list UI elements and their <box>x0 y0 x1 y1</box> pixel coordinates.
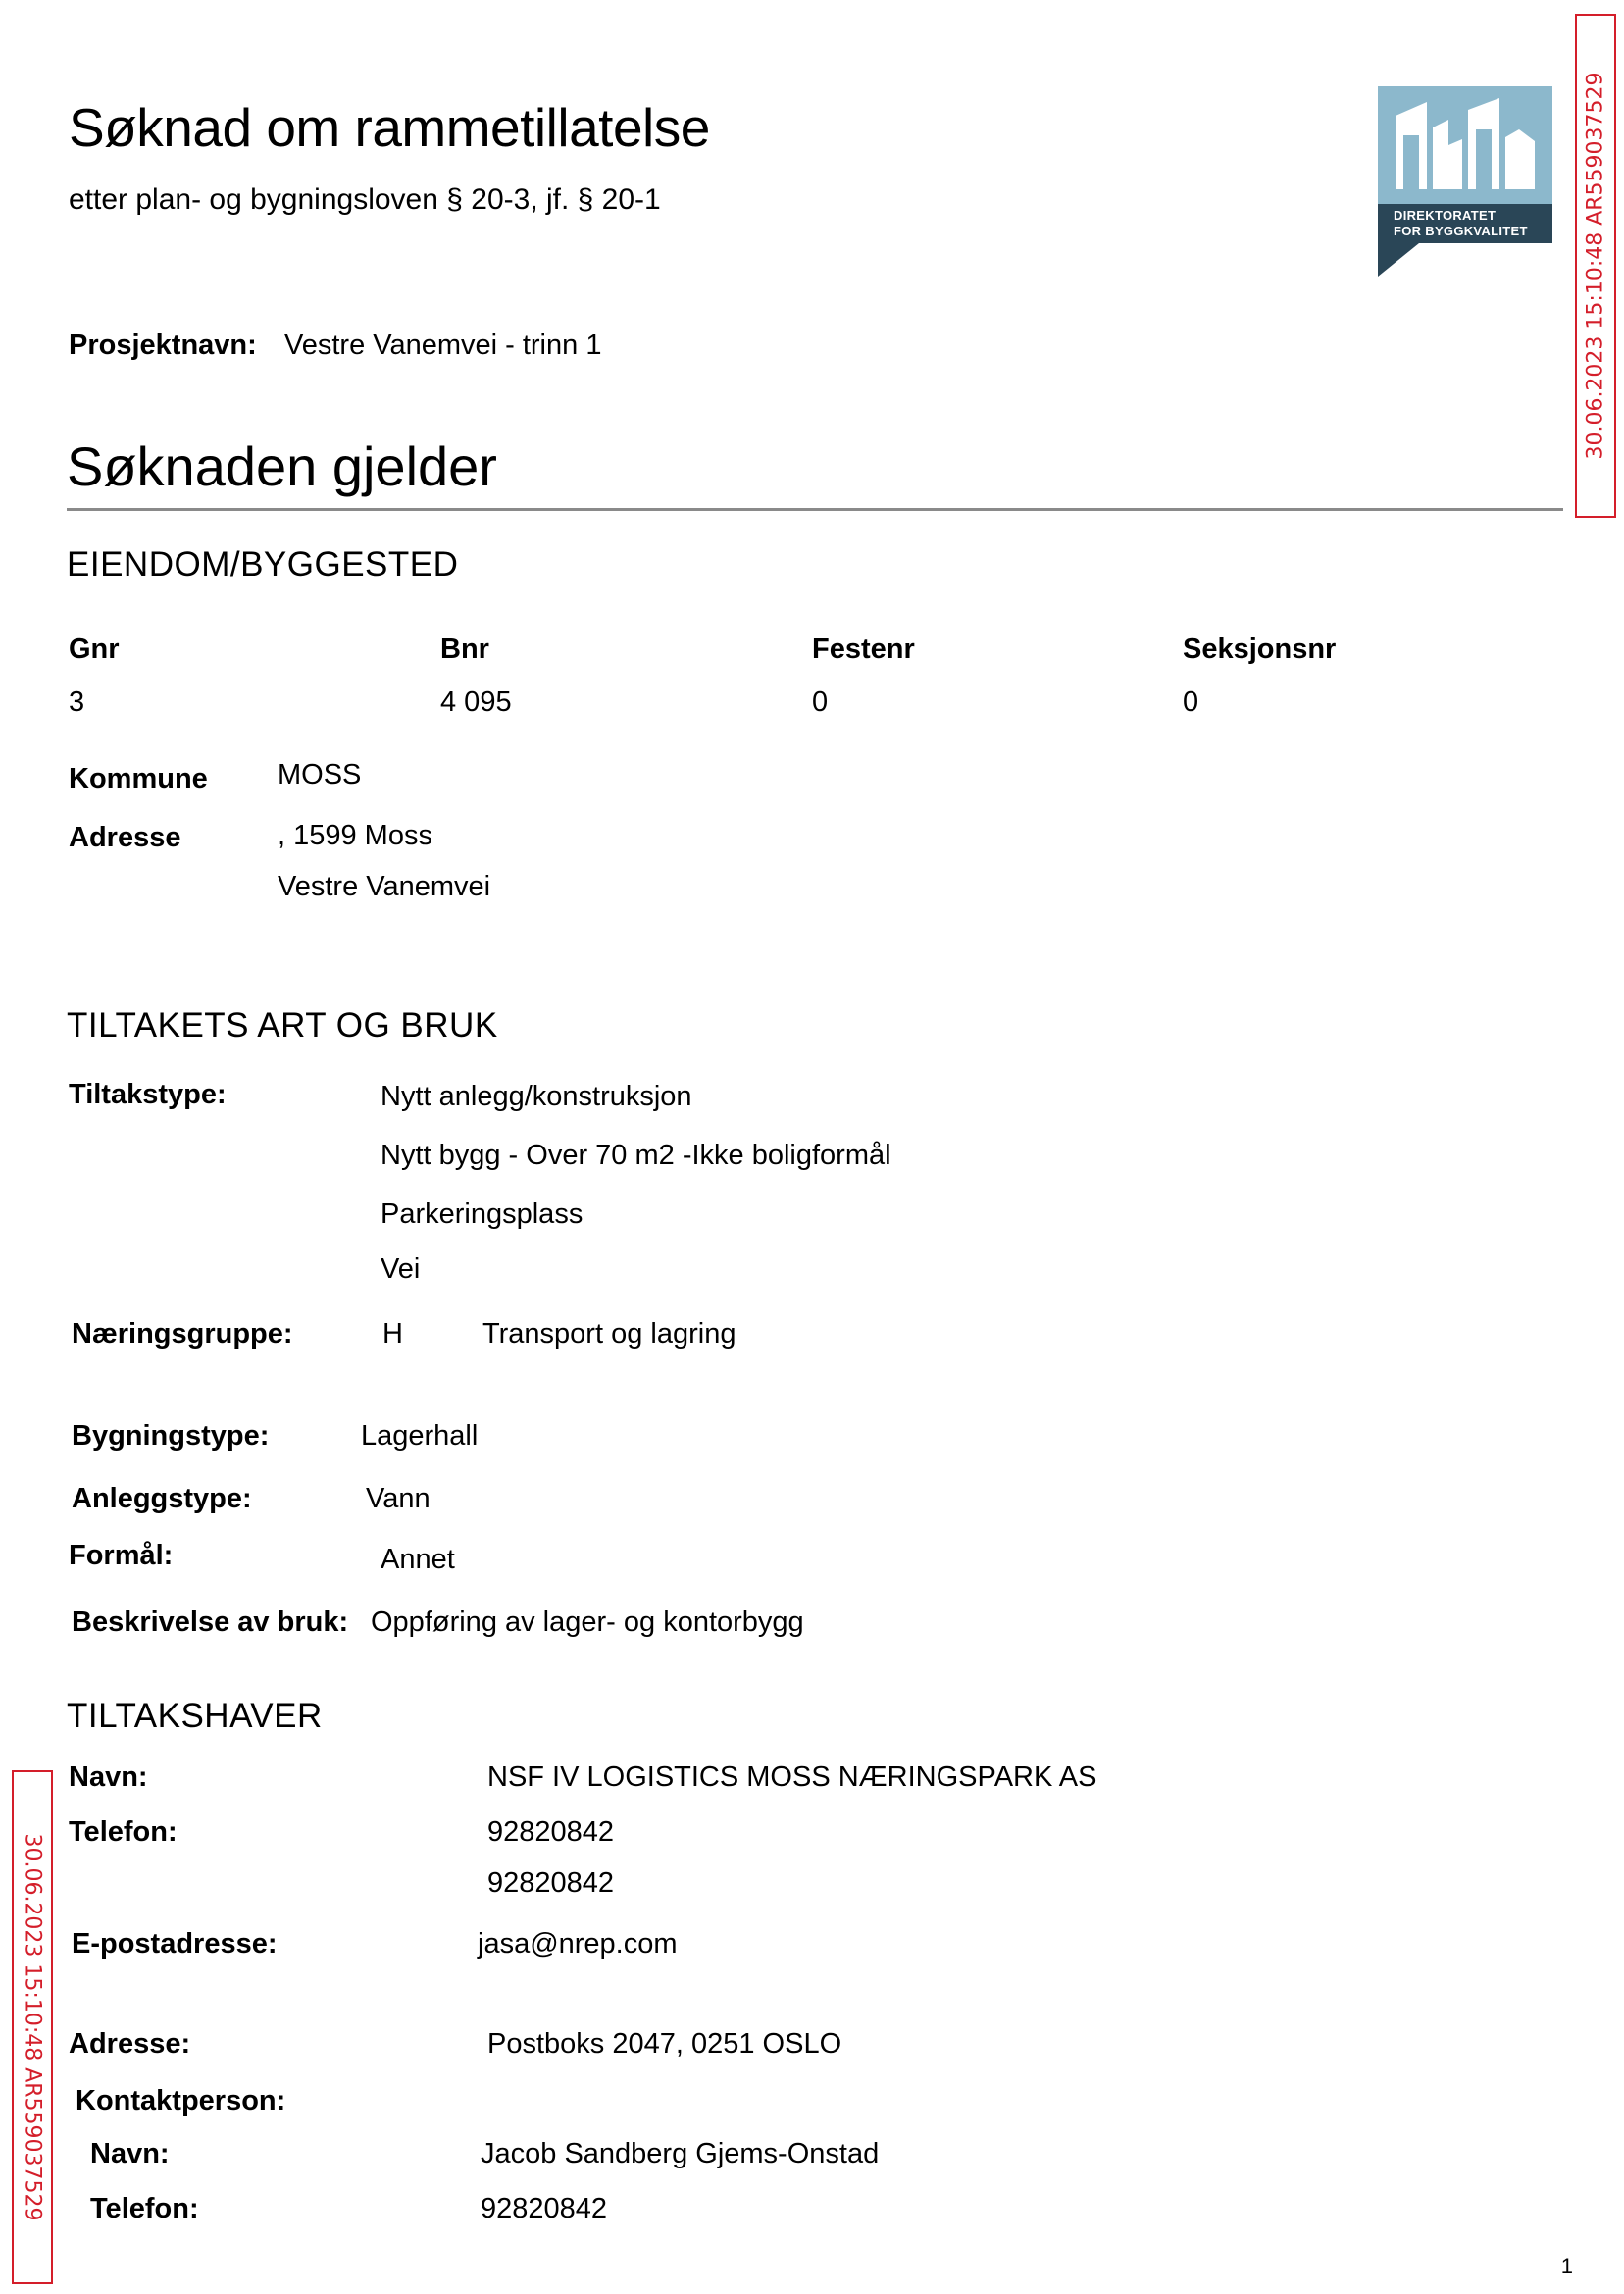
document-subtitle: etter plan- og bygningsloven § 20-3, jf. § 20-1 <box>69 183 661 216</box>
adresse-line1: , 1599 Moss <box>278 820 432 851</box>
logo-building-icon <box>1378 86 1552 204</box>
kontakt-telefon-label: Telefon: <box>90 2193 199 2224</box>
project-value: Vestre Vanemvei - trinn 1 <box>284 330 602 361</box>
kontaktperson-label: Kontaktperson: <box>76 2085 286 2116</box>
dibk-logo <box>1378 86 1552 277</box>
project-label: Prosjektnavn: <box>69 330 257 361</box>
seksjonsnr-label: Seksjonsnr <box>1183 634 1337 665</box>
stamp-text: 30.06.2023 15:10:48 AR559037529 <box>1583 72 1608 460</box>
bygningstype-value: Lagerhall <box>361 1420 479 1452</box>
bygningstype-label: Bygningstype: <box>72 1420 270 1452</box>
tiltakshaver-heading: TILTAKSHAVER <box>67 1697 323 1735</box>
navn-value: NSF IV LOGISTICS MOSS NÆRINGSPARK AS <box>487 1761 1097 1793</box>
gnr-label: Gnr <box>69 634 120 665</box>
beskrivelse-value: Oppføring av lager- og kontorbygg <box>371 1606 804 1638</box>
received-stamp-left <box>12 1770 53 2284</box>
document-title: Søknad om rammetillatelse <box>69 97 710 158</box>
epost-value: jasa@nrep.com <box>478 1928 678 1960</box>
telefon-label: Telefon: <box>69 1816 178 1848</box>
tiltakstype-label: Tiltakstype: <box>69 1079 227 1110</box>
tiltakstype-item: Vei <box>381 1253 421 1285</box>
logo-text-line1: DIREKTORATET <box>1394 208 1497 223</box>
navn-label: Navn: <box>69 1761 148 1793</box>
beskrivelse-label: Beskrivelse av bruk: <box>72 1606 349 1638</box>
section-divider <box>67 508 1563 511</box>
kontakt-navn-value: Jacob Sandberg Gjems-Onstad <box>481 2138 880 2169</box>
kontakt-telefon-value: 92820842 <box>481 2193 608 2224</box>
adresse-line2: Vestre Vanemvei <box>278 871 491 902</box>
stamp-text: 30.06.2023 15:10:48 AR559037529 <box>20 1833 45 2221</box>
naeringsgruppe-code: H <box>382 1318 403 1350</box>
tiltakstype-item: Parkeringsplass <box>381 1198 584 1230</box>
received-stamp-top <box>1575 14 1616 518</box>
anleggstype-label: Anleggstype: <box>72 1483 252 1514</box>
bnr-label: Bnr <box>440 634 489 665</box>
formal-label: Formål: <box>69 1540 174 1571</box>
bnr-value: 4 095 <box>440 687 512 718</box>
adresse-label: Adresse <box>69 822 181 853</box>
telefon-value-2: 92820842 <box>487 1867 615 1899</box>
eiendom-heading: EIENDOM/BYGGESTED <box>67 545 459 584</box>
page-number: 1 <box>1560 2254 1573 2278</box>
telefon-value: 92820842 <box>487 1816 615 1848</box>
seksjonsnr-value: 0 <box>1183 687 1199 718</box>
formal-value: Annet <box>381 1544 455 1575</box>
tiltakstype-item: Nytt bygg - Over 70 m2 -Ikke boligformål <box>381 1140 891 1171</box>
section-heading: Søknaden gjelder <box>67 435 497 497</box>
naeringsgruppe-label: Næringsgruppe: <box>72 1318 293 1350</box>
tiltakshaver-adresse-label: Adresse: <box>69 2028 191 2060</box>
tiltakshaver-adresse-value: Postboks 2047, 0251 OSLO <box>487 2028 842 2060</box>
tiltakstype-item: Nytt anlegg/konstruksjon <box>381 1081 692 1112</box>
epost-label: E-postadresse: <box>72 1928 278 1960</box>
festenr-value: 0 <box>812 687 829 718</box>
kontakt-navn-label: Navn: <box>90 2138 170 2169</box>
logo-text-line2: FOR BYGGKVALITET <box>1394 224 1528 238</box>
gnr-value: 3 <box>69 687 85 718</box>
kommune-label: Kommune <box>69 763 208 794</box>
naeringsgruppe-text: Transport og lagring <box>482 1318 736 1350</box>
kommune-value: MOSS <box>278 759 362 790</box>
anleggstype-value: Vann <box>366 1483 431 1514</box>
festenr-label: Festenr <box>812 634 915 665</box>
tiltak-heading: TILTAKETS ART OG BRUK <box>67 1006 498 1045</box>
